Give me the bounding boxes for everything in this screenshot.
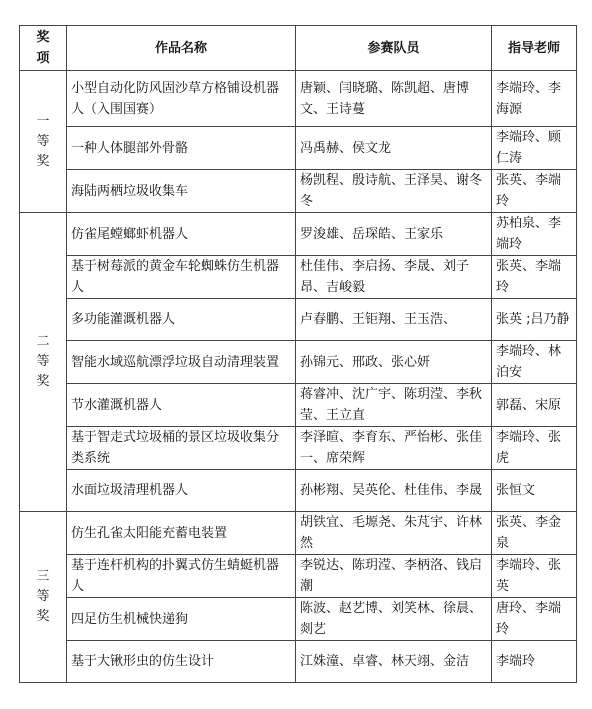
table-row xyxy=(20,299,577,341)
advisor-cell: 张英、李端玲 xyxy=(492,256,577,299)
advisor-cell: 张英、李端玲 xyxy=(492,170,577,213)
table-row xyxy=(20,641,577,683)
work-title-cell: 小型自动化防风固沙草方格铺设机器人（入围国赛） xyxy=(67,71,296,127)
advisor-cell: 唐玲、李端玲 xyxy=(492,598,577,641)
team-members-cell: 李锐达、陈玥滢、李柄洛、钱启潮 xyxy=(296,555,492,598)
table-row xyxy=(20,213,577,256)
advisor-cell: 李端玲、张英 xyxy=(492,555,577,598)
table-row xyxy=(20,384,577,427)
awards-table xyxy=(19,25,577,683)
work-title-cell: 基于智走式垃圾桶的景区垃圾收集分类系统 xyxy=(67,427,296,470)
award-level-label: 一等奖 xyxy=(36,113,50,169)
advisor-cell: 李端玲、顾仁涛 xyxy=(492,127,577,170)
table-row xyxy=(20,427,577,470)
work-title-cell: 基于大锹形虫的仿生设计 xyxy=(67,641,296,683)
advisor-cell: 张英 ;吕乃静 xyxy=(492,299,577,341)
work-title-cell: 仿雀尾螳螂虾机器人 xyxy=(67,213,296,256)
advisor-cell: 郭磊、宋原 xyxy=(492,384,577,427)
work-title-cell: 智能水域巡航漂浮垃圾自动清理装置 xyxy=(67,341,296,384)
header-award: 奖项 xyxy=(20,26,67,71)
work-title-cell: 基于连杆机构的扑翼式仿生蜻蜓机器人 xyxy=(67,555,296,598)
work-title-cell: 海陆两栖垃圾收集车 xyxy=(67,170,296,213)
work-title-cell: 仿生孔雀太阳能充蓄电装置 xyxy=(67,512,296,555)
advisor-cell: 苏柏泉、李端玲 xyxy=(492,213,577,256)
team-members-cell: 孙彬翔、吴英伦、杜佳伟、李晟 xyxy=(296,470,492,512)
team-members-cell: 卢春鹏、王钜翔、王玉浩、 xyxy=(296,299,492,341)
table-row xyxy=(20,341,577,384)
advisor-cell: 张恒文 xyxy=(492,470,577,512)
team-members-cell: 胡铁宜、毛塬尧、朱芃宇、许林然 xyxy=(296,512,492,555)
team-members-cell: 杨凯程、殷诗航、王泽昊、谢冬冬 xyxy=(296,170,492,213)
team-members-cell: 李泽暄、李育东、严怡彬、张佳一、席荣辉 xyxy=(296,427,492,470)
award-level-cell xyxy=(20,213,67,512)
work-title-cell: 基于树莓派的黄金车轮蜘蛛仿生机器人 xyxy=(67,256,296,299)
table-row xyxy=(20,256,577,299)
work-title-cell: 水面垃圾清理机器人 xyxy=(67,470,296,512)
team-members-cell: 江姝潼、卓睿、林天翊、金洁 xyxy=(296,641,492,683)
team-members-cell: 蒋睿冲、沈广宇、陈玥滢、李秋莹、王立直 xyxy=(296,384,492,427)
advisor-cell: 李端玲 xyxy=(492,641,577,683)
advisor-cell: 李端玲、李海源 xyxy=(492,71,577,127)
team-members-cell: 孙锦元、邢政、张心妍 xyxy=(296,341,492,384)
work-title-cell: 多功能灌溉机器人 xyxy=(67,299,296,341)
table-row xyxy=(20,598,577,641)
work-title-cell: 一种人体腿部外骨骼 xyxy=(67,127,296,170)
team-members-cell: 罗浚雄、岳琛皓、王家乐 xyxy=(296,213,492,256)
header-members: 参赛队员 xyxy=(296,26,492,71)
team-members-cell: 杜佳伟、李启扬、李晟、刘子昂、吉峻毅 xyxy=(296,256,492,299)
work-title-cell: 四足仿生机械快递狗 xyxy=(67,598,296,641)
award-level-cell xyxy=(20,512,67,683)
header-work: 作品名称 xyxy=(67,26,296,71)
table-row xyxy=(20,470,577,512)
award-level-label: 二等奖 xyxy=(36,334,50,389)
team-members-cell: 冯禹赫、侯文龙 xyxy=(296,127,492,170)
table-row xyxy=(20,71,577,127)
team-members-cell: 陈波、赵艺博、刘笑林、徐晨、剡艺 xyxy=(296,598,492,641)
award-level-label: 三等奖 xyxy=(36,569,50,624)
table-row xyxy=(20,127,577,170)
advisor-cell: 李端玲、林泊安 xyxy=(492,341,577,384)
advisor-cell: 李端玲、张虎 xyxy=(492,427,577,470)
work-title-cell: 节水灌溉机器人 xyxy=(67,384,296,427)
header-row xyxy=(20,26,577,71)
team-members-cell: 唐颖、闫晓璐、陈凯超、唐博文、王诗蔓 xyxy=(296,71,492,127)
award-level-cell xyxy=(20,71,67,213)
table-row xyxy=(20,512,577,555)
header-advisor: 指导老师 xyxy=(492,26,577,71)
advisor-cell: 张英、李金泉 xyxy=(492,512,577,555)
table-row xyxy=(20,170,577,213)
table-row xyxy=(20,555,577,598)
